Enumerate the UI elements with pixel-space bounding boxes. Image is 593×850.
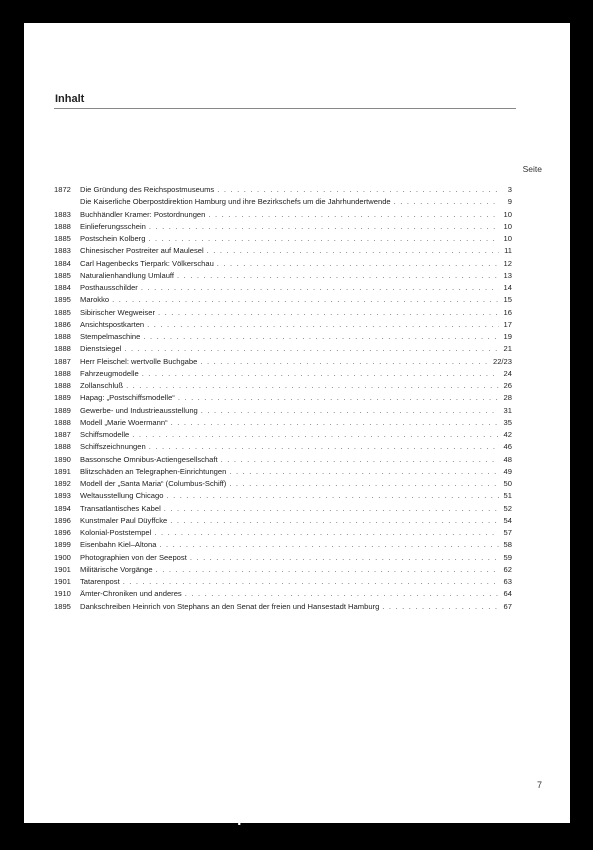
toc-entry-page: 51 xyxy=(503,491,512,501)
toc-entry-page: 26 xyxy=(503,381,512,390)
toc-entry xyxy=(54,503,512,515)
toc-entry-title: Posthausschilder xyxy=(80,283,138,292)
toc-entry xyxy=(54,319,512,331)
toc-entry-title: Schiffsmodelle xyxy=(80,430,130,439)
toc-entry-page: 58 xyxy=(503,540,512,550)
toc-entry-year: 1888 xyxy=(54,368,71,378)
toc-entry xyxy=(54,258,512,270)
dot-leader xyxy=(217,258,499,270)
dot-leader xyxy=(185,588,499,600)
toc-entry-title: Ämter-Chroniken und anderes xyxy=(80,589,182,599)
dot-leader xyxy=(229,478,499,490)
toc-entry-page: 63 xyxy=(503,577,512,586)
toc-entry xyxy=(54,233,512,245)
dot-leader xyxy=(217,184,499,196)
toc-entry-title: Dankschreiben Heinrich von Stephans an den Senat der freien und Hansestadt Hamburg xyxy=(80,601,380,611)
dot-leader xyxy=(166,490,499,502)
dot-leader xyxy=(171,417,499,429)
dot-leader xyxy=(190,552,499,564)
toc-list xyxy=(54,184,512,613)
toc-entry-page: 31 xyxy=(503,405,512,415)
toc-entry-year: 1885 xyxy=(54,270,71,280)
page-column-label: Seite xyxy=(522,164,542,174)
toc-entry-page: 50 xyxy=(503,479,512,488)
toc-entry xyxy=(54,392,512,404)
toc-entry-year: 1891 xyxy=(54,466,71,476)
toc-entry-title: Zollanschluß xyxy=(80,381,124,390)
toc-entry-title: Gewerbe- und Industrieausstellung xyxy=(80,405,198,415)
toc-entry-page: 9 xyxy=(507,197,512,207)
dot-leader xyxy=(159,539,499,551)
toc-entry-year: 1888 xyxy=(54,221,71,231)
dot-leader xyxy=(132,429,499,441)
dot-leader xyxy=(123,576,499,588)
dot-leader xyxy=(200,356,490,368)
toc-entry-page: 12 xyxy=(503,258,512,268)
toc-entry-title: Ansichtspostkarten xyxy=(80,319,145,329)
toc-entry xyxy=(54,552,512,564)
toc-entry-title: Naturalienhandlung Umlauff xyxy=(80,270,174,280)
toc-entry-year: 1889 xyxy=(54,405,71,415)
toc-entry-year: 1895 xyxy=(54,601,71,611)
dot-leader xyxy=(143,331,499,343)
toc-entry xyxy=(54,539,512,551)
toc-entry-year: 1901 xyxy=(54,577,71,586)
toc-entry-page: 11 xyxy=(504,246,512,256)
toc-entry-year: 1888 xyxy=(54,332,71,341)
toc-entry-title: Bassonsche Omnibus-Actiengesellschaft xyxy=(80,454,218,464)
toc-entry-title: Militärische Vorgänge xyxy=(80,564,153,574)
toc-entry-year: 1896 xyxy=(54,528,71,537)
toc-entry-year: 1886 xyxy=(54,319,71,329)
toc-entry-year: 1899 xyxy=(54,540,71,550)
toc-entry-year: 1889 xyxy=(54,393,71,403)
toc-entry-title: Sibirischer Wegweiser xyxy=(80,307,155,317)
toc-entry-year: 1910 xyxy=(54,589,71,599)
toc-entry-year: 1884 xyxy=(54,283,71,292)
dot-leader xyxy=(229,466,499,478)
toc-entry-title: Postschein Kolberg xyxy=(80,234,146,243)
toc-entry xyxy=(54,515,512,527)
toc-entry-title: Hapag: „Postschiffsmodelle“ xyxy=(80,393,175,403)
toc-entry xyxy=(54,282,512,294)
dot-leader xyxy=(112,294,499,306)
dot-leader xyxy=(208,209,499,221)
toc-entry-page: 22/23 xyxy=(492,356,512,366)
toc-entry xyxy=(54,429,512,441)
toc-entry-page: 49 xyxy=(503,466,512,476)
toc-entry xyxy=(54,588,512,600)
dot-leader xyxy=(149,221,499,233)
toc-entry xyxy=(54,564,512,576)
toc-entry-year: 1896 xyxy=(54,515,71,525)
toc-entry xyxy=(54,331,512,343)
toc-entry-title: Stempelmaschine xyxy=(80,332,141,341)
toc-entry-title: Schiffszeichnungen xyxy=(80,442,146,452)
toc-entry-page: 54 xyxy=(503,515,512,525)
toc-entry-year: 1888 xyxy=(54,417,71,427)
toc-entry-page: 3 xyxy=(507,185,512,194)
toc-entry-year: 1895 xyxy=(54,295,71,305)
toc-entry-title: Blitzschäden an Telegraphen-Einrichtungen xyxy=(80,466,227,476)
toc-entry-year: 1888 xyxy=(54,442,71,452)
toc-entry-year: 1887 xyxy=(54,356,71,366)
toc-entry-title: Marokko xyxy=(80,295,110,305)
toc-entry-year: 1883 xyxy=(54,209,71,219)
toc-entry xyxy=(54,576,512,588)
dot-leader xyxy=(149,441,499,453)
toc-entry-page: 21 xyxy=(503,344,512,354)
toc-entry-title: Kunstmaler Paul Düyffcke xyxy=(80,515,168,525)
toc-entry-page: 28 xyxy=(503,393,512,403)
toc-entry-page: 52 xyxy=(503,503,512,513)
toc-entry-page: 42 xyxy=(503,430,512,439)
toc-entry-page: 15 xyxy=(503,295,512,305)
toc-entry-page: 24 xyxy=(503,368,512,378)
toc-entry-page: 16 xyxy=(503,307,512,317)
toc-entry-title: Die Kaiserliche Oberpostdirektion Hamburg und ihre Bezirkschefs um die Jahrhundertwende xyxy=(80,197,391,207)
dot-leader xyxy=(170,515,499,527)
dot-leader xyxy=(147,319,499,331)
toc-entry xyxy=(54,441,512,453)
dot-leader xyxy=(207,245,499,257)
toc-entry-year: 1892 xyxy=(54,479,71,488)
toc-entry xyxy=(54,270,512,282)
toc-entry xyxy=(54,196,512,208)
dot-leader xyxy=(148,233,499,245)
toc-entry-title: Fahrzeugmodelle xyxy=(80,368,139,378)
toc-entry xyxy=(54,454,512,466)
toc-entry xyxy=(54,405,512,417)
toc-entry-page: 46 xyxy=(503,442,512,452)
toc-entry-year: 1888 xyxy=(54,344,71,354)
toc-entry-year: 1890 xyxy=(54,454,71,464)
toc-entry-year: 1887 xyxy=(54,430,71,439)
toc-entry-year: 1894 xyxy=(54,503,71,513)
toc-entry-title: Chinesischer Postreiter auf Maulesel xyxy=(80,246,204,256)
toc-entry-page: 17 xyxy=(503,319,512,329)
toc-entry-year: 1893 xyxy=(54,491,71,501)
toc-entry xyxy=(54,307,512,319)
toc-entry xyxy=(54,356,512,368)
toc-entry-year: 1885 xyxy=(54,307,71,317)
toc-entry xyxy=(54,490,512,502)
toc-entry-page: 10 xyxy=(503,234,512,243)
toc-entry-title: Carl Hagenbecks Tierpark: Völkerschau xyxy=(80,258,214,268)
toc-entry xyxy=(54,527,512,539)
dot-leader xyxy=(221,454,499,466)
toc-entry xyxy=(54,221,512,233)
toc-entry-title: Die Gründung des Reichspostmuseums xyxy=(80,185,215,194)
toc-entry xyxy=(54,184,512,196)
toc-entry-page: 62 xyxy=(503,564,512,574)
toc-entry-year: 1883 xyxy=(54,246,71,256)
toc-entry-title: Kolonial-Poststempel xyxy=(80,528,152,537)
watermark-url: www.philabooks.com xyxy=(172,798,421,826)
toc-entry-title: Modell „Marie Woermann“ xyxy=(80,417,168,427)
page-number: 7 xyxy=(536,780,542,790)
toc-entry-page: 19 xyxy=(503,332,512,341)
toc-entry-title: Dienstsiegel xyxy=(80,344,122,354)
dot-leader xyxy=(201,405,499,417)
toc-entry-title: Herr Fleischel: wertvolle Buchgabe xyxy=(80,356,198,366)
toc-entry xyxy=(54,417,512,429)
toc-entry-year: 1884 xyxy=(54,258,71,268)
toc-entry xyxy=(54,209,512,221)
toc-entry-title: Einlieferungsschein xyxy=(80,221,146,231)
toc-entry xyxy=(54,294,512,306)
dot-leader xyxy=(141,282,499,294)
toc-entry-year: 1901 xyxy=(54,564,71,574)
toc-entry-page: 48 xyxy=(503,454,512,464)
toc-entry-year: 1888 xyxy=(54,381,71,390)
toc-entry-title: Modell der „Santa Maria“ (Columbus-Schiff) xyxy=(80,479,227,488)
toc-entry-page: 10 xyxy=(503,221,512,231)
toc-entry-year: 1900 xyxy=(54,552,71,562)
toc-entry-title: Buchhändler Kramer: Postordnungen xyxy=(80,209,206,219)
toc-entry-title: Tatarenpost xyxy=(80,577,120,586)
toc-entry-page: 67 xyxy=(503,601,512,611)
dot-leader xyxy=(164,503,499,515)
toc-entry-title: Eisenbahn Kiel–Altona xyxy=(80,540,157,550)
dot-leader xyxy=(178,392,499,404)
toc-entry-page: 13 xyxy=(503,270,512,280)
dot-leader xyxy=(394,196,499,208)
dot-leader xyxy=(156,564,499,576)
toc-entry xyxy=(54,380,512,392)
toc-entry xyxy=(54,368,512,380)
toc-entry-title: Transatlantisches Kabel xyxy=(80,503,161,513)
toc-entry-year: 1872 xyxy=(54,185,71,194)
dot-leader xyxy=(382,601,499,613)
toc-entry-page: 35 xyxy=(503,417,512,427)
dot-leader xyxy=(154,527,499,539)
dot-leader xyxy=(142,368,499,380)
toc-entry-page: 10 xyxy=(503,209,512,219)
toc-entry xyxy=(54,343,512,355)
toc-entry xyxy=(54,245,512,257)
toc-entry-year: 1885 xyxy=(54,234,71,243)
toc-entry-page: 14 xyxy=(503,283,512,292)
heading-rule xyxy=(54,108,516,109)
toc-entry xyxy=(54,601,512,613)
toc-entry-page: 59 xyxy=(503,552,512,562)
toc-entry-title: Weltausstellung Chicago xyxy=(80,491,164,501)
toc-entry-page: 57 xyxy=(503,528,512,537)
toc-entry xyxy=(54,466,512,478)
toc-entry-year xyxy=(54,196,80,208)
toc-entry-title: Photographien von der Seepost xyxy=(80,552,187,562)
toc-heading: Inhalt xyxy=(55,93,85,105)
toc-entry-page: 64 xyxy=(503,589,512,599)
dot-leader xyxy=(126,380,499,392)
dot-leader xyxy=(177,270,499,282)
book-page xyxy=(24,23,570,823)
dot-leader xyxy=(158,307,499,319)
dot-leader xyxy=(124,343,499,355)
toc-entry xyxy=(54,478,512,490)
